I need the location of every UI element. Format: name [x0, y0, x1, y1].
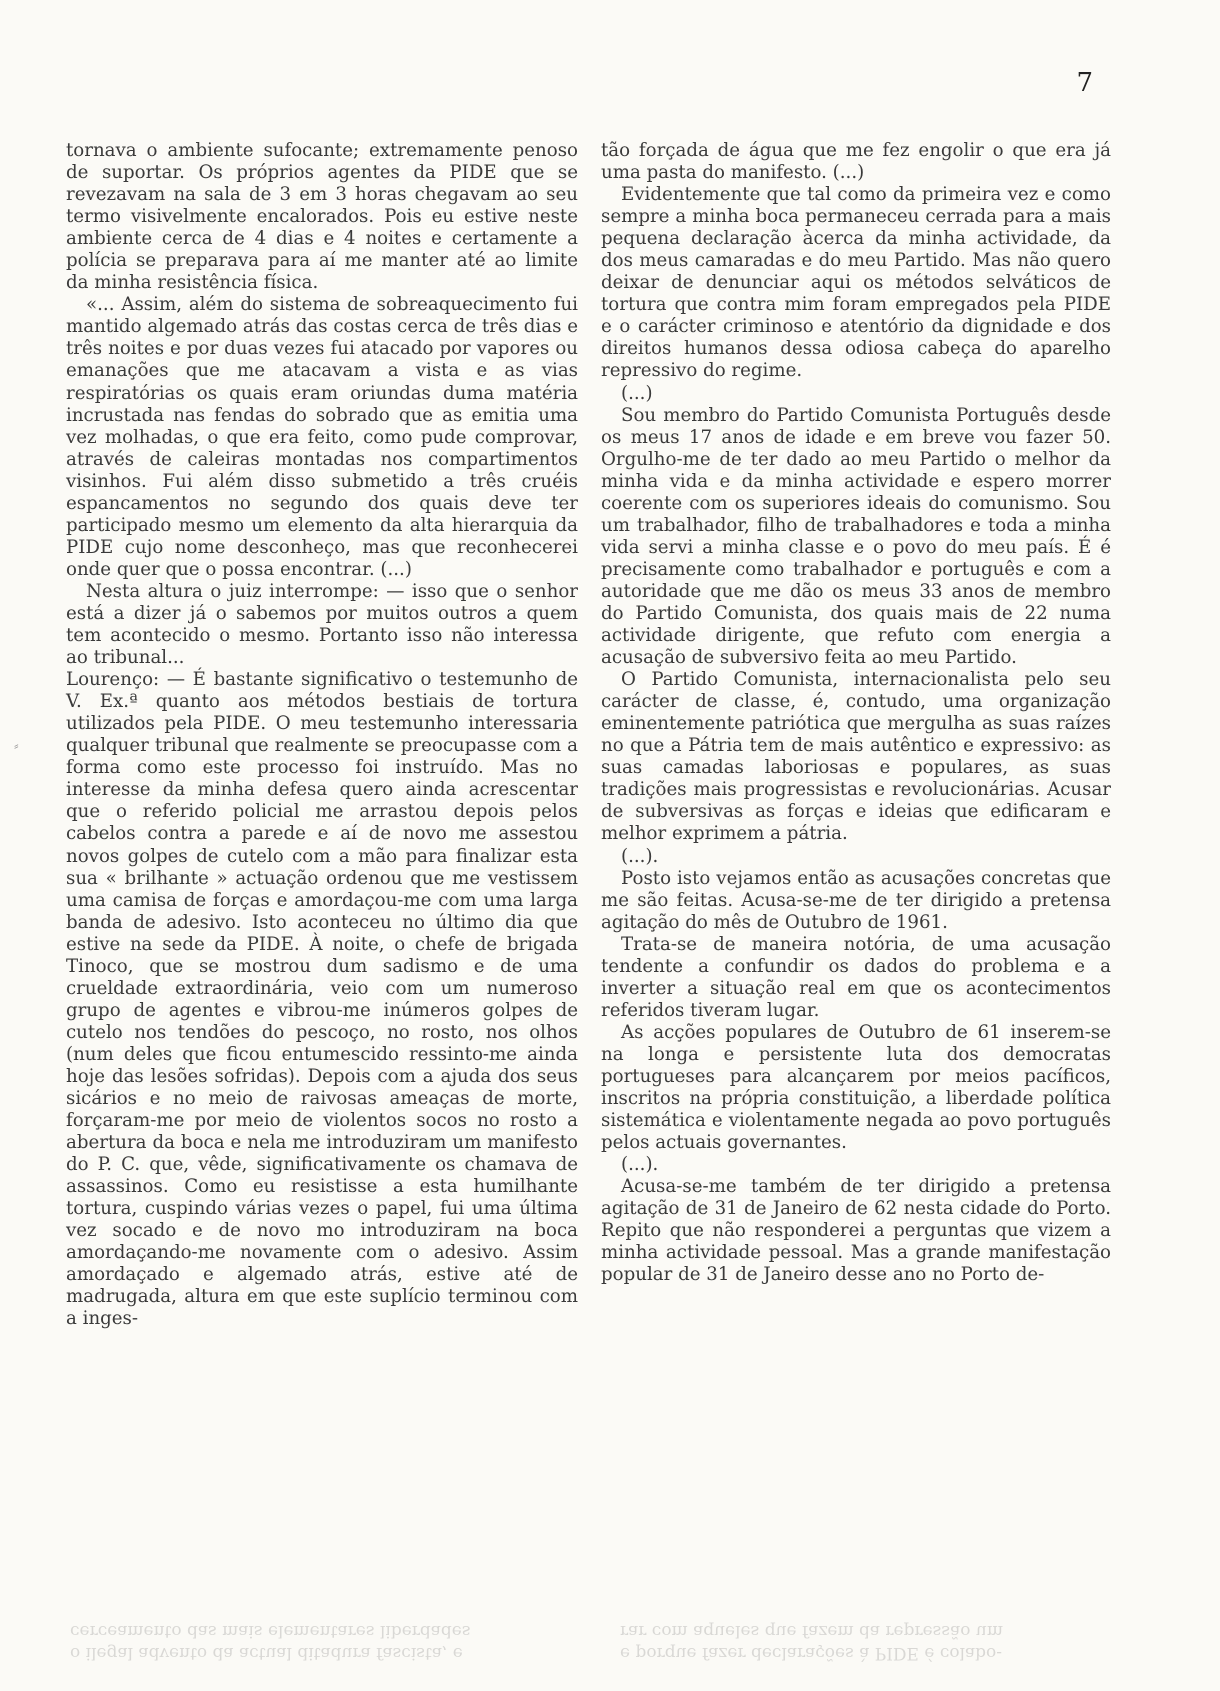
- paragraph: (...): [621, 382, 653, 404]
- paragraph: tornava o ambiente sufocante; extremamente penoso de suportar. Os próprios agentes da PIDE que se revezavam na sala de 3 em 3 horas chegavam ao seu termo visivelmente encalorados. Pois eu estive neste ambiente cerca de 4 dias e 4 noites e certamente a polícia se preparava para aí me manter até ao limite da minha resistência física.: [66, 140, 578, 294]
- margin-mark: ⸗: [14, 738, 19, 754]
- left-text-column: [66, 140, 578, 1331]
- bleed-through-text: [0, 1617, 1220, 1663]
- paragraph: (...).: [621, 1154, 659, 1176]
- bleed-line: rar com aqueles que fazem da repressão um: [620, 1621, 1003, 1641]
- paragraph: Sou membro do Partido Comunista Português desde os meus 17 anos de idade e em breve vou fazer 50. Orgulho-me de ter dado ao meu Partido o melhor da minha vida e da minha actividade e espero morrer coerente com os superiores ideais do comunismo. Sou um trabalhador, filho de trabalhadores e toda a minha vida servi a minha classe e o povo do meu país. É é precisamente como trabalhador e português e com a autoridade que me dão os meus 33 anos de membro do Partido Comunista, dos quais mais de 22 numa actividade dirigente, que refuto com energia a acusação de subversivo feita ao meu Partido.: [601, 404, 1111, 669]
- paragraph: tão forçada de água que me fez engolir o que era já uma pasta do manifesto. (...): [601, 140, 1111, 184]
- paragraph: Trata-se de maneira notória, de uma acusação tendente a confundir os dados do problema e a inverter a situação real em que os acontecimentos referidos tiveram lugar.: [601, 933, 1111, 1021]
- paragraph: As acções populares de Outubro de 61 inserem-se na longa e persistente luta dos democratas portugueses para alcançarem por meios pacíficos, inscritos na própria constituição, a liberdade política sistemática e violentamente negada ao povo português pelos actuais governantes.: [601, 1021, 1111, 1154]
- paragraph: Acusa-se-me também de ter dirigido a pretensa agitação de 31 de Janeiro de 62 nesta cidade do Porto. Repito que não responderei a perguntas que vizem a minha actividade pessoal. Mas a grande manifestação popular de 31 de Janeiro desse ano no Porto de-: [601, 1176, 1111, 1286]
- paragraph: Lourenço: — É bastante significativo o testemunho de V. Ex.ª quanto aos métodos bestiais de tortura utilizados pela PIDE. O meu testemunho interessaria qualquer tribunal que realmente se preocupasse com a forma como este processo foi instruído. Mas no interesse da minha defesa quero ainda acrescentar que o referido policial me arrastou depois pelos cabelos contra a parede e aí de novo me assestou novos golpes de cutelo com a mão para finalizar esta sua « brilhante » actuação ordenou que me vestissem uma camisa de forças e amordaçou-me com uma larga banda de adesivo. Isto aconteceu no último dia que estive na sede da PIDE. À noite, o chefe de brigada Tinoco, que se mostrou dum sadismo e de uma crueldade extraordinária, veio com um numeroso grupo de agentes e vibrou-me inúmeros golpes de cutelo nos tendões do pescoço, no rosto, nos olhos (num deles que ficou entumescido ressinto-me ainda hoje das lesões sofridas). Depois com a ajuda dos seus sicários e no meio de raivosas ameaças de morte, forçaram-me por meio de violentos socos no rosto a abertura da boca e nela me introduziram um manifesto do P. C. que, vêde, significativamente os chamava de assassinos. Como eu resistisse a esta humilhante tortura, cuspindo várias vezes o papel, fui uma última vez socado e de novo mo introduziram na boca amordaçando-me novamente com o adesivo. Assim amordaçado e algemado atrás, estive até de madrugada, altura em que este suplício terminou com a inges-: [66, 669, 578, 1330]
- bleed-line: o ilegal advento da actual ditadura fascista, e: [70, 1643, 463, 1663]
- paragraph: «... Assim, além do sistema de sobreaquecimento fui mantido algemado atrás das costas cerca de três dias e três noites e por duas vezes fui atacado por vapores ou emanações que me atacavam a vista e as vias respiratórias os quais eram oriundas duma matéria incrustada nas fendas do sobrado que as emitia uma vez molhadas, o que era feito, como pude comprovar, através de caleiras montadas nos compartimentos visinhos. Fui além disso submetido a três cruéis espancamentos no segundo dos quais deve ter participado mesmo um elemento da alta hierarquia da PIDE cujo nome desconheço, mas que reconhecerei onde quer que o possa encontrar. (...): [66, 294, 578, 580]
- bleed-line: e porque fazer declarações à PIDE é colabo-: [620, 1643, 1003, 1663]
- paragraph: O Partido Comunista, internacionalista pelo seu carácter de classe, é, contudo, uma organização eminentemente patriótica que mergulha as suas raízes no que a Pátria tem de mais autêntico e expressivo: as suas camadas laboriosas e populares, as suas tradições mais progressistas e revolucionárias. Acusar de subversivas as forças e ideias que edificaram e melhor exprimem a pátria.: [601, 669, 1111, 845]
- paragraph: (...).: [621, 845, 659, 867]
- bleed-line: cerceamento das mais elementares liberdades: [70, 1621, 471, 1641]
- page-number: 7: [1076, 68, 1094, 98]
- paragraph: Evidentemente que tal como da primeira vez e como sempre a minha boca permaneceu cerrada para a mais pequena declaração àcerca da minha actividade, da dos meus camaradas e do meu Partido. Mas não quero deixar de denunciar aqui os métodos selváticos de tortura que contra mim foram empregados pela PIDE e o carácter criminoso e atentório da dignidade e dos direitos humanos dessa odiosa cabeça do aparelho repressivo do regime.: [601, 184, 1111, 382]
- paragraph: Nesta altura o juiz interrompe: — isso que o senhor está a dizer já o sabemos por muitos outros a quem tem acontecido o mesmo. Portanto isso não interessa ao tribunal...: [66, 580, 578, 669]
- paragraph: Posto isto vejamos então as acusações concretas que me são feitas. Acusa-se-me de ter dirigido a pretensa agitação do mês de Outubro de 1961.: [601, 867, 1111, 933]
- right-text-column: [601, 140, 1111, 1286]
